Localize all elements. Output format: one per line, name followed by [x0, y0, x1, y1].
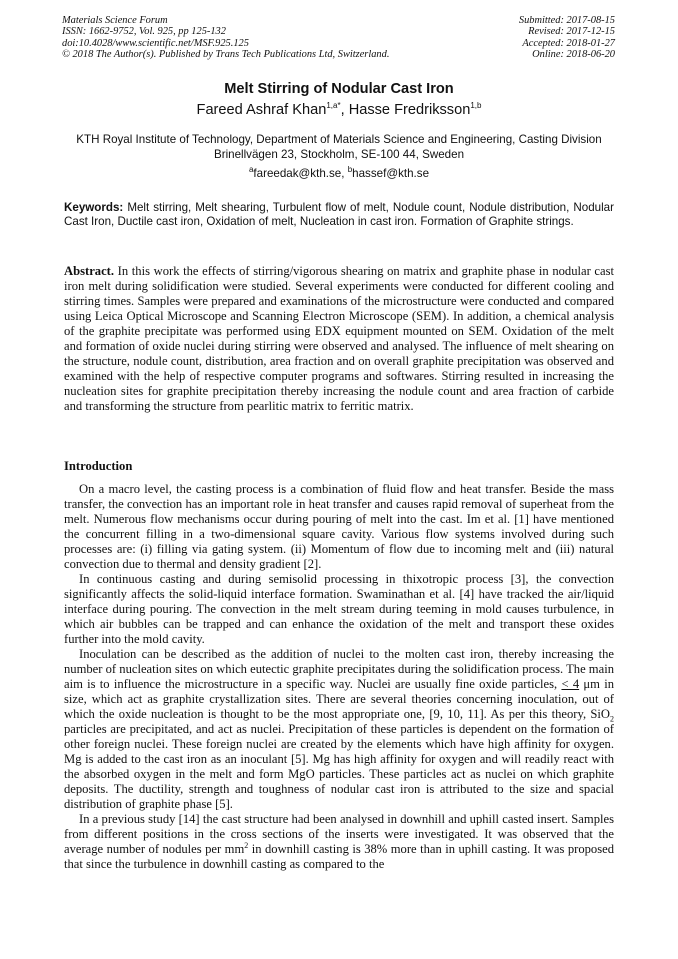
abstract-text: In this work the effects of stirring/vigorous shearing on matrix and graphite phase in nodular cast iron melt during solidification were studied. Several experiments were conducted for different cooling and stirring times. Samples were prepared and examinations of the microstructure were conducted and compared using Leica Optical Microscope and Scanning Electron Microscope (SEM). In addition, a chemical analysis of the graphite precipitate was performed using EDX equipment mounted on SEM. Oxidation of the melt and formation of oxide nuclei during stirring were observed and analysed. The influence of melt shearing on the structure, nodule count, distribution, area fraction and on overall graphite precipitation was observed and examined with the help of respective computer programs and softwares. Stirring resulted in increasing the nucleation sites for graphite precipitation thereby increasing the nodule count and area fraction of carbide and transforming the structure from pearlitic matrix to ferritic matrix.	[64, 264, 614, 413]
paragraph	[64, 812, 614, 872]
paper-title: Melt Stirring of Nodular Cast Iron	[224, 81, 454, 97]
paragraph-text: Inoculation can be described as the addition of nuclei to the molten cast iron, thereby increasing the number of nucleation sites on which eutectic graphite precipitates during the solidification process. The main aim is to influence the microstructure in a specific way. Nuclei are usually fine oxide particles,	[64, 647, 614, 691]
date-revised: Revised: 2017-12-15	[528, 26, 615, 38]
email-mark: a	[248, 165, 254, 175]
date-accepted: Accepted: 2018-01-27	[522, 37, 615, 49]
paragraph-text: μm in size, which act as graphite crystallization sites. There are several theories concerning inoculation, out of which the oxide nucleation is thought to be the most appropriate one, [9, 10, 11]. As per this theory, SiO	[64, 677, 614, 721]
author-emails	[0, 167, 678, 180]
paragraph-text: In a previous study [14] the cast structure had been analysed in downhill and uphill casted insert. Samples from different positions in the cross sections of the inserts were investigated. It was observed that the average number of nodules per mm	[64, 812, 614, 856]
author-name: Hasse Fredriksson	[348, 102, 471, 118]
keywords-block	[64, 201, 614, 230]
introduction-body	[64, 482, 614, 952]
author-affiliation-mark: 1,a*	[326, 101, 341, 111]
dates-header	[519, 15, 615, 61]
journal-name: Materials Science Forum	[62, 15, 168, 26]
abstract-label: Abstract.	[64, 264, 115, 278]
email-link[interactable]: hassef@kth.se	[352, 167, 430, 180]
keywords-label: Keywords:	[64, 201, 124, 214]
paragraph-text: in downhill casting is 38% more than in uphill casting. It was proposed that since the turbulence in downhill casting as compared to the	[64, 842, 614, 871]
author-separator: ,	[340, 102, 349, 118]
subscript: 2	[610, 714, 614, 724]
paragraph-text: particles are precipitated, and act as nuclei. Precipitation of these particles is dependent on the formation of other foreign nuclei. These foreign nuclei are created by the elements which have high affinity for oxygen. Mg is added to the cast iron as an inoculant [5]. Mg has high affinity for oxygen and will readily react with the absorbed oxygen in the melt and form MgO particles. These particles act as nuclei on which graphite deposits. The ductility, strength and toughness of nodular cast iron is attributed to the size and spacial distribution of graphite phase [5].	[64, 722, 614, 811]
journal-header	[62, 15, 389, 61]
author-list	[0, 102, 678, 118]
paragraph	[64, 647, 614, 812]
email-separator: ,	[341, 167, 348, 180]
date-online: Online: 2018-06-20	[532, 49, 615, 61]
paragraph: In continuous casting and during semisolid processing in thixotropic process [3], the convection significantly affects the solid-liquid interface formation. Swaminathan et al. [4] have tracked the air/liquid interface during pouring. The convection in the melt stream during teeming in mold causes turbulence, in which air bubbles can be trapped and can enhance the oxidation of the melt and transport these oxides further into the mold cavity.	[64, 572, 614, 646]
section-heading-introduction: Introduction	[64, 459, 133, 473]
less-equal-value: < 4	[561, 677, 580, 691]
superscript: 2	[244, 840, 249, 850]
abstract-block	[64, 264, 614, 414]
author-affiliation-mark: 1,b	[470, 101, 482, 111]
affiliation: KTH Royal Institute of Technology, Department of Materials Science and Engineering, Casting Division Brinellvägen 23, Stockholm, SE-100 44, Sweden	[76, 133, 602, 161]
email-mark: b	[347, 165, 353, 175]
keywords-text: Melt stirring, Melt shearing, Turbulent flow of melt, Nodule count, Nodule distribution, Nodular Cast Iron, Ductile cast iron, Oxidation of melt, Nucleation in cast iron. Formation of Graphite strings.	[64, 201, 614, 229]
paragraph: On a macro level, the casting process is a combination of fluid flow and heat transfer. Beside the mass transfer, the convection has an important role in heat transfer and causes rapid removal of superheat from the melt. Numerous flow mechanisms occur during pouring of melt into the cast. Im et al. [1] have mentioned the concurrent filling in a two-dimensional square cavity. Various flow systems involved during such processes are: (i) filling via gating system. (ii) Momentum of flow due to incoming melt and (iii) natural convection due to thermal and density gradient [2].	[64, 482, 614, 571]
journal-copyright: © 2018 The Author(s). Published by Trans Tech Publications Ltd, Switzerland.	[62, 49, 390, 61]
date-submitted: Submitted: 2017-08-15	[518, 15, 615, 26]
email-link[interactable]: fareedak@kth.se	[253, 167, 342, 180]
author-name: Fareed Ashraf Khan	[196, 102, 327, 118]
journal-issn: ISSN: 1662-9752, Vol. 925, pp 125-132	[62, 26, 226, 38]
journal-doi: doi:10.4028/www.scientific.net/MSF.925.125	[62, 37, 249, 49]
